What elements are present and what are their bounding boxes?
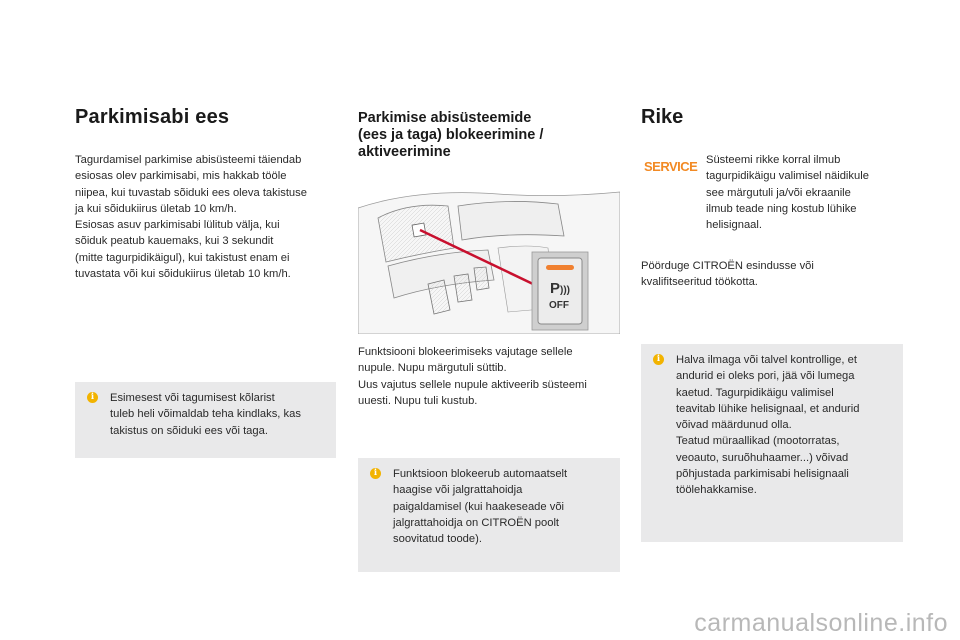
section-title-deactivation xyxy=(358,110,598,161)
info-icon: i xyxy=(653,354,664,365)
button-off-label: OFF xyxy=(549,300,569,311)
fault-contact-text: Pöörduge CITROËN esindusse või kvalifitseeritud töökotta. xyxy=(641,260,814,289)
parking-sensor-icon: P))) xyxy=(550,280,571,297)
info-box-speaker xyxy=(75,382,336,458)
park-assist-button[interactable] xyxy=(540,278,580,318)
info-box-speaker-text: Esimesest või tagumisest kõlarist tuleb heli võimaldab teha kindlaks, kas takistus on sõiduki ees või taga. xyxy=(110,392,301,437)
deactivation-text: Funktsiooni blokeerimiseks vajutage sellele nupule. Nupu märgutuli süttib. Uus vajutus sellele nupule aktiveerib süsteemi uuesti. Nupu tuli kustub. xyxy=(358,346,587,407)
service-warning-icon: SERVICE xyxy=(644,159,698,174)
info-box-weather-text: Halva ilmaga või talvel kontrollige, et andurid ei oleks pori, jää või lumega kaetud. Tagurpidikäigu valimisel teavitab lühike helisignaal, et andurid võivad määrdunud olla. Teatud müraallikad (mootorratas, veoauto, suruõhuhaamer...) võivad põhjustada parkimisabi helisignaali töölehakkamise. xyxy=(676,354,860,497)
dashboard-drawing xyxy=(358,188,620,334)
info-icon: i xyxy=(370,468,381,479)
button-symbol: P xyxy=(550,280,561,297)
fault-service-text: Süsteemi rikke korral ilmub tagurpidikäigu valimisel näidikule see märgutuli ja/või ekraanile ilmub teade ning kostub lühike helisignaal. xyxy=(706,154,869,232)
info-box-towbar-text: Funktsioon blokeerub automaatselt haagise või jalgrattahoidja paigaldamisel (kui haakeseade või jalgrattahoidja on CITROËN poolt soovitatud toode). xyxy=(393,468,568,546)
info-icon: i xyxy=(87,392,98,403)
section-title-deactivation-text: Parkimise abisüsteemide (ees ja taga) blokeerimine / aktiveerimine xyxy=(358,110,544,160)
section-title-front-parking-aid: Parkimisabi ees xyxy=(75,106,230,128)
info-box-towbar xyxy=(358,458,620,572)
front-parking-aid-text: Tagurdamisel parkimise abisüsteemi täiendab esiosas olev parkimisabi, mis hakkab tööle niipea, kui tuvastab sõiduki ees oleva takistuse ja kui sõidukiirus ületab 10 km/h. Esiosas asuv parkimisabi lülitub välja, kui sõiduk peatub kauemaks, kui 3 sekundit (mitte tagurpidikäigul), kui takistust enam ei tuvastata või kui sõidukiirus ületab 10 km/h. xyxy=(75,154,307,281)
dashboard-illustration xyxy=(358,188,620,334)
info-box-weather xyxy=(641,344,903,542)
watermark: carmanualsonline.info xyxy=(694,609,948,637)
section-title-fault: Rike xyxy=(641,106,684,128)
